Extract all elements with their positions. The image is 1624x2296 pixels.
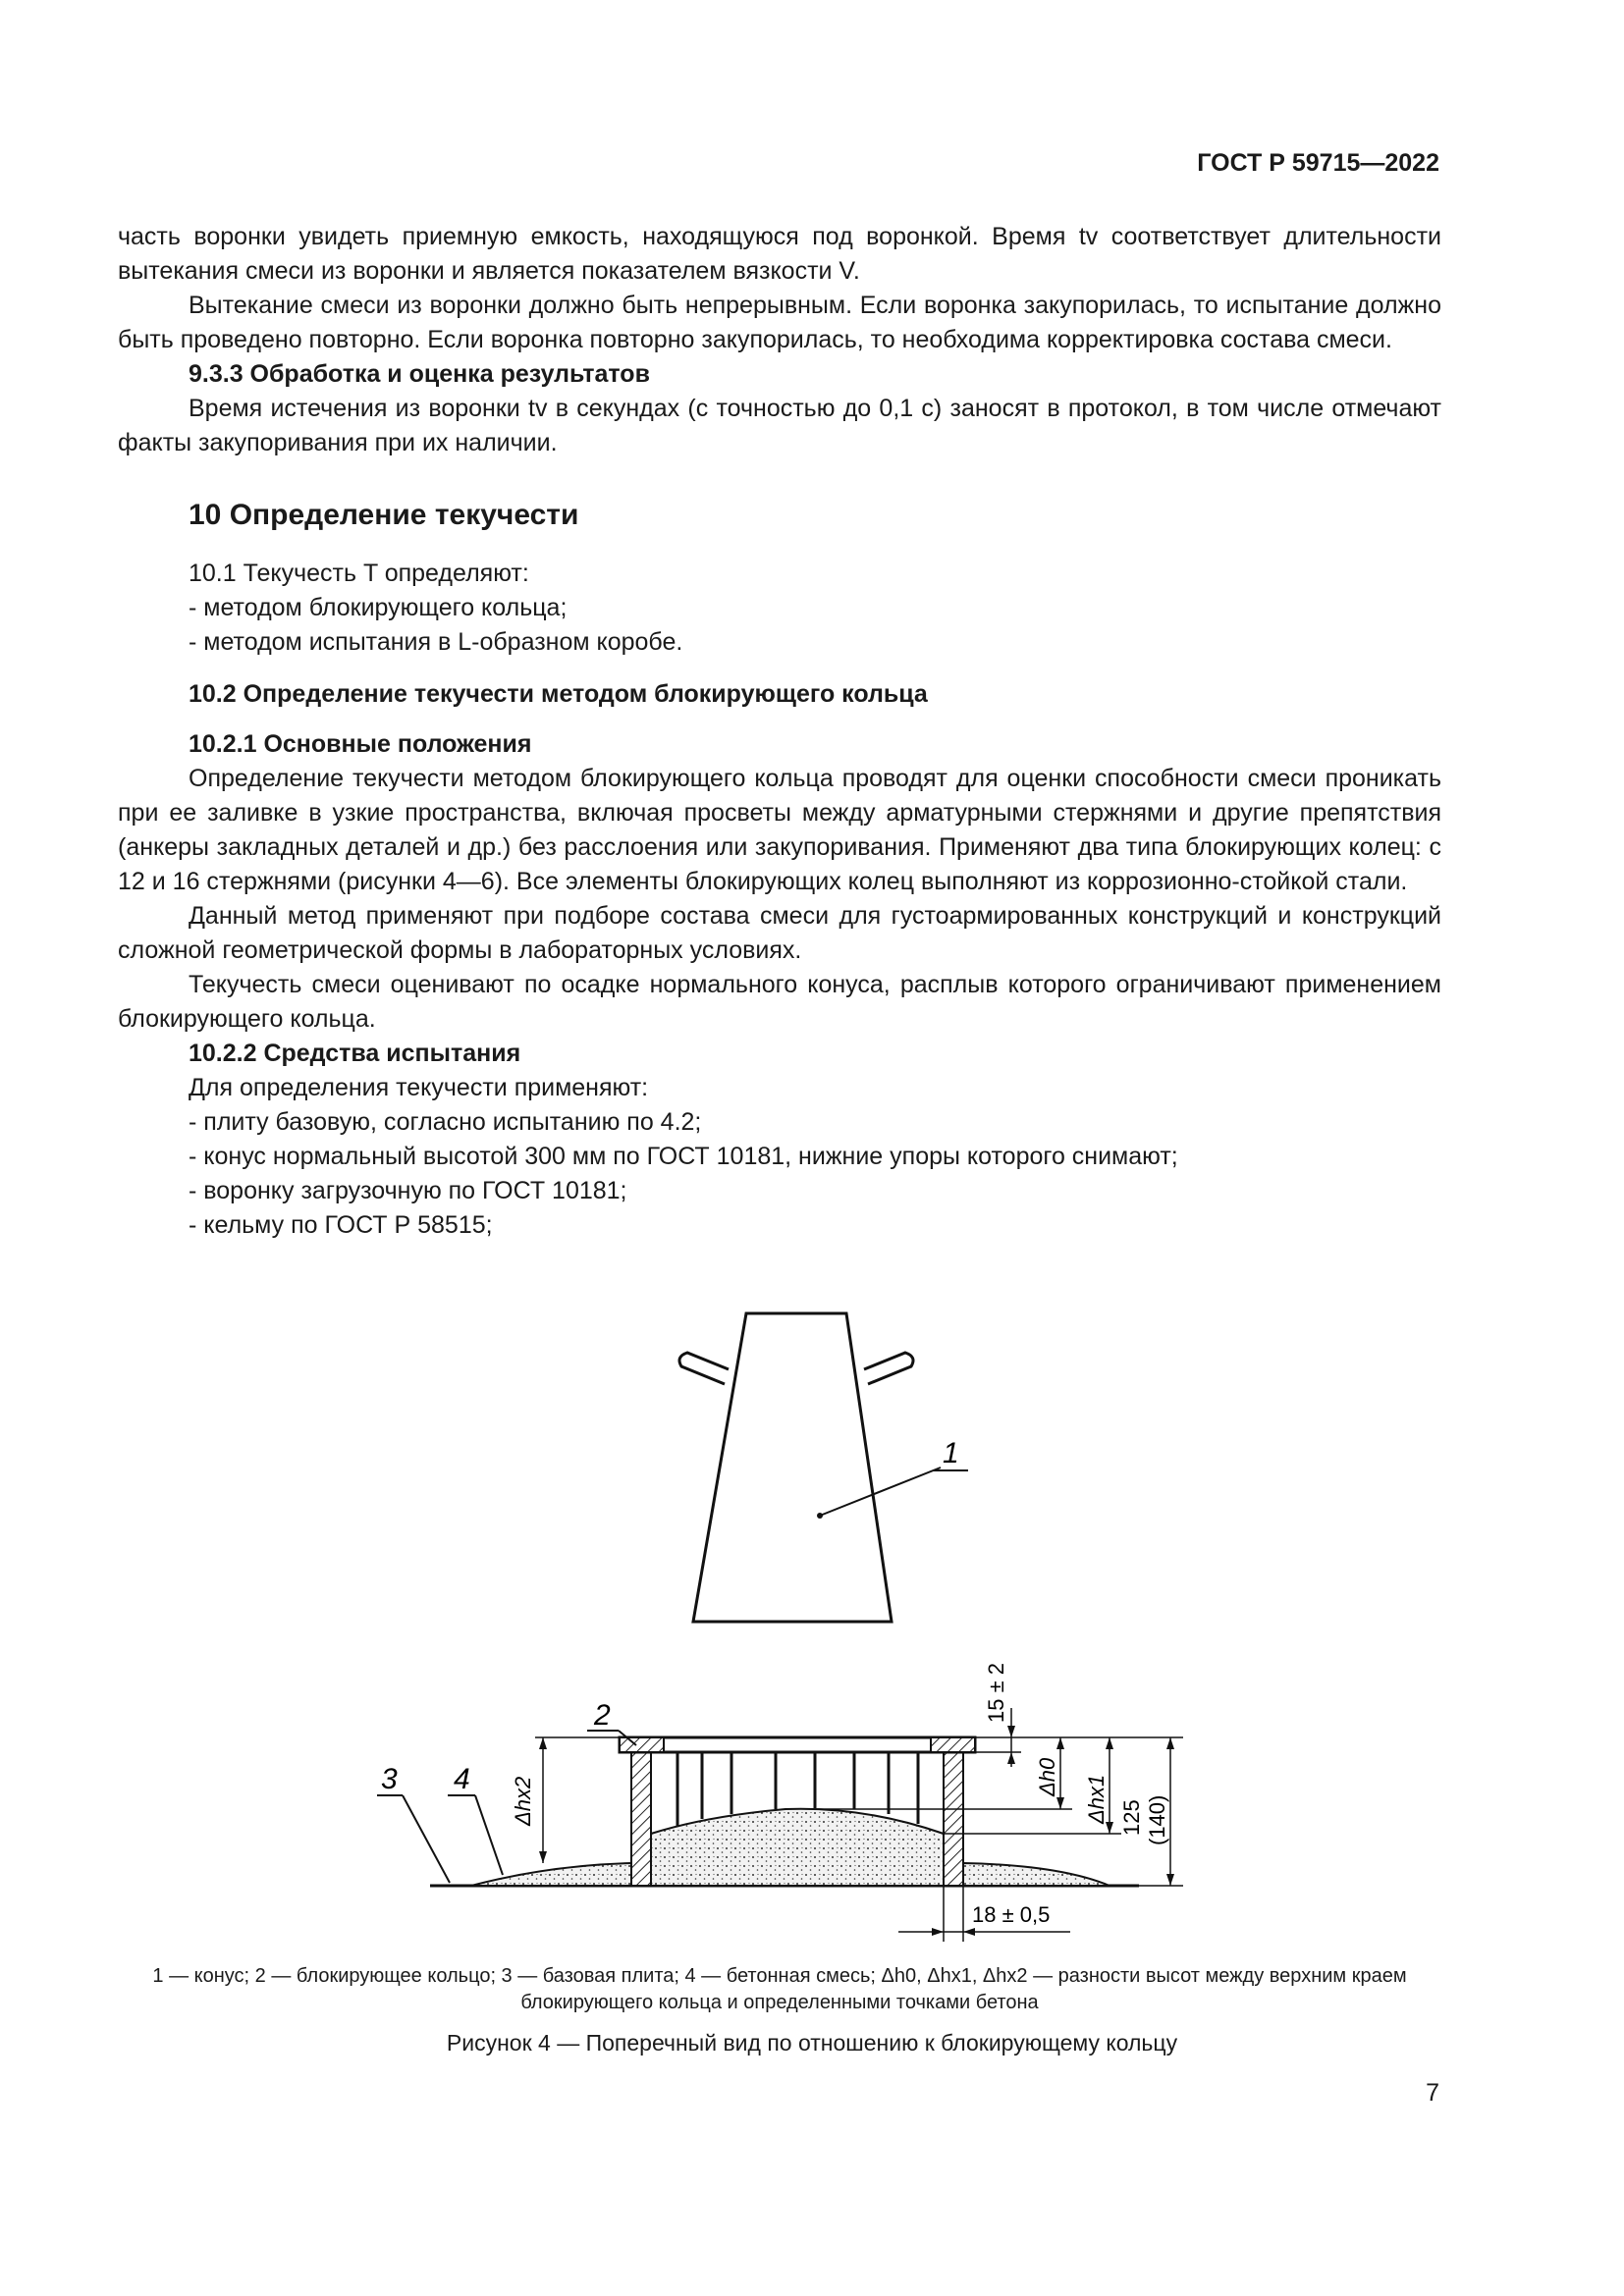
subsection-heading: 10.2 Определение текучести методом блокирующего кольца [189, 680, 928, 708]
list-item: - плиту базовую, согласно испытанию по 4.2; [189, 1105, 1441, 1140]
dim-dhx1: Δhx1 [1084, 1774, 1109, 1824]
label-plate: 3 [381, 1763, 398, 1795]
ring-wall-left [631, 1752, 651, 1886]
figure-title: Рисунок 4 — Поперечный вид по отношению к блокирующему кольцу [446, 2030, 1178, 2056]
dim-dhx2: Δhx2 [511, 1776, 535, 1826]
label-cone: 1 [943, 1437, 959, 1469]
label-concrete: 4 [454, 1763, 470, 1795]
dim-height: 125 [1119, 1799, 1144, 1836]
inner-concrete [651, 1809, 944, 1886]
list-item: - методом испытания в L-образном коробе. [189, 625, 1441, 660]
dim-height-alt: (140) [1145, 1794, 1169, 1845]
subsection-heading: 10.2.2 Средства испытания [189, 1040, 521, 1067]
paragraph: Данный метод применяют при подборе состава смеси для густоармированных конструкций и конструкций сложной геометрической формы в лабораторных условиях. [118, 902, 1441, 964]
dim-top-gap: 15 ± 2 [984, 1662, 1008, 1723]
paragraph: Время истечения из воронки tv в секундах (с точностью до 0,1 с) заносят в протокол, в том числе отмечают факты закупоривания при их наличии. [118, 395, 1441, 456]
paragraph: Вытекание смеси из воронки должно быть непрерывным. Если воронка закупорилась, то испытание должно быть проведено повторно. Если воронка повторно закупорилась, то необходима корректировка состава смеси. [118, 292, 1441, 353]
subsection-heading: 10.2.1 Основные положения [189, 730, 532, 758]
paragraph: Определение текучести методом блокирующего кольца проводят для оценки способности смеси проникать при ее заливке в узкие пространства, включая просветы между арматурными стержнями и другие препятствия (анкеры закладных деталей и др.) без расслоения или закупоривания. Применяют два типа блокирующих колец: с 12 и 16 стержнями (рисунки 4—6). Все элементы блокирующих колец выполняют из коррозионно-стойкой стали. [118, 765, 1441, 895]
cone [679, 1313, 913, 1622]
paragraph: Текучесть смеси оценивают по осадке нормального конуса, расплыв которого ограничивают применением блокирующего кольца. [118, 971, 1441, 1033]
paragraph: Для определения текучести применяют: [189, 1074, 649, 1101]
section-heading: 10 Определение текучести [189, 499, 579, 531]
document-code: ГОСТ Р 59715—2022 [1197, 149, 1439, 177]
page-body [118, 220, 1441, 1243]
dim-dh0: Δh0 [1035, 1757, 1059, 1796]
paragraph: 10.1 Текучесть T определяют: [189, 560, 529, 587]
subsection-heading: 9.3.3 Обработка и оценка результатов [189, 360, 650, 388]
figure-4-drawing [0, 1296, 1624, 1944]
ring-top [620, 1737, 975, 1752]
list-item: - воронку загрузочную по ГОСТ 10181; [189, 1174, 1441, 1208]
label-ring: 2 [594, 1699, 611, 1732]
ring-wall-right [944, 1752, 963, 1886]
outer-concrete [471, 1863, 631, 1886]
list-item: - конус нормальный высотой 300 мм по ГОСТ 10181, нижние упоры которого снимают; [189, 1140, 1441, 1174]
dim-bar-thickness: 18 ± 0,5 [972, 1902, 1051, 1927]
list-item: - методом блокирующего кольца; [189, 591, 1441, 625]
page-number: 7 [1426, 2079, 1439, 2107]
list-item: - кельму по ГОСТ Р 58515; [189, 1208, 1441, 1243]
figure-caption: 1 — конус; 2 — блокирующее кольцо; 3 — базовая плита; 4 — бетонная смесь; Δh0, Δhx1, Δhx2 — разности высот между верхним краем блокирующего кольца и определенными точками бетона [152, 1965, 1407, 2013]
paragraph: часть воронки увидеть приемную емкость, находящуюся под воронкой. Время tv соответствует длительности вытекания смеси из воронки и является показателем вязкости V. [118, 223, 1441, 285]
